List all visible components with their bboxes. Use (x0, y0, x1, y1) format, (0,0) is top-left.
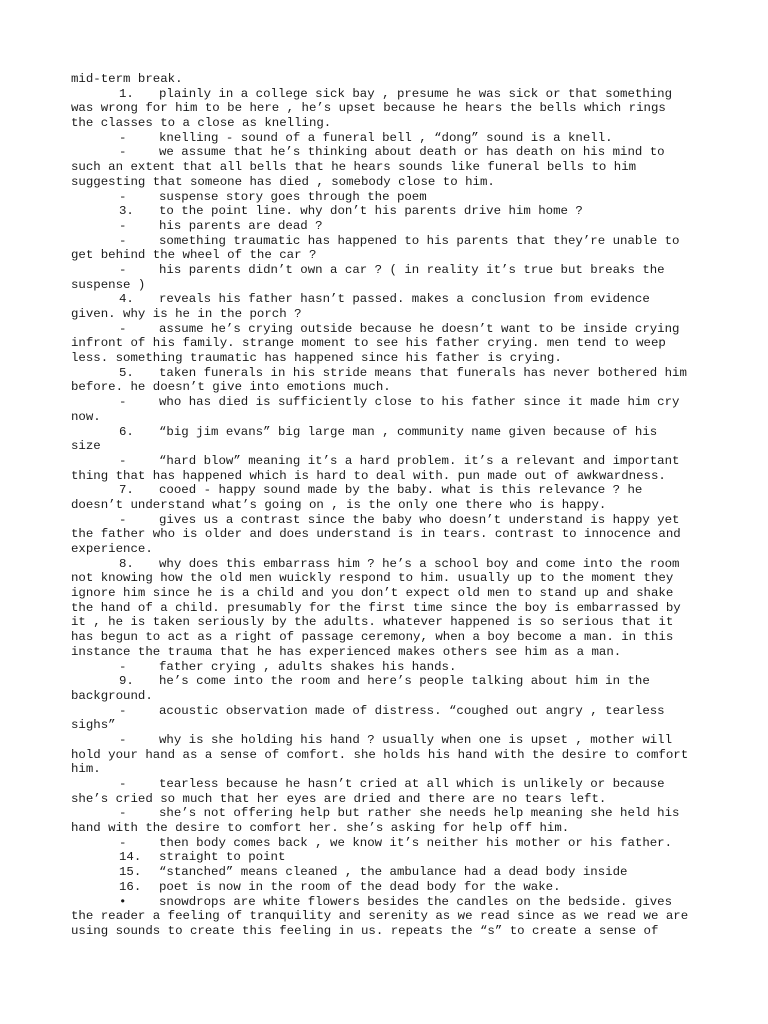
text-line (71, 792, 701, 807)
list-marker: - (119, 732, 127, 747)
line-text: hold your hand as a sense of comfort. she holds his hand with the desire to comfort (71, 747, 689, 762)
line-text: hand with the desire to comfort her. she’s asking for help off him. (71, 821, 570, 836)
line-text: his parents are dead ? (159, 218, 323, 233)
text-line (71, 278, 701, 293)
document-body (71, 72, 701, 939)
list-marker: - (119, 189, 127, 204)
list-marker: - (119, 777, 127, 791)
list-item-line (71, 131, 701, 146)
line-text: gives us a contrast since the baby who doesn’t understand is happy yet (159, 512, 680, 527)
text-line (71, 469, 701, 484)
list-marker: - (119, 703, 127, 718)
text-line (71, 542, 701, 557)
line-text: the father who is older and does understand is in tears. contrast to innocence and (71, 527, 681, 542)
line-text: why is she holding his hand ? usually when one is upset , mother will (159, 732, 673, 747)
text-line (71, 748, 701, 763)
line-text: the classes to a close as knelling. (71, 116, 332, 131)
list-item-line (71, 483, 701, 498)
list-marker: - (119, 453, 127, 468)
list-item-line (71, 190, 701, 205)
list-item-line (71, 674, 701, 689)
text-line (71, 248, 701, 263)
list-marker: 5. (119, 365, 134, 380)
line-text: size (71, 439, 101, 454)
line-text: something traumatic has happened to his parents that they’re unable to (159, 233, 680, 248)
list-marker: 14. (119, 850, 142, 865)
list-marker: - (119, 512, 127, 527)
list-item-line (71, 292, 701, 307)
list-marker: 4. (119, 292, 134, 307)
text-line (71, 924, 701, 939)
line-text: sighs” (71, 718, 116, 733)
text-line (71, 439, 701, 454)
text-line (71, 601, 701, 616)
line-text: then body comes back , we know it’s neither his mother or his father. (159, 835, 673, 850)
text-line (71, 571, 701, 586)
text-line (71, 689, 701, 704)
line-text: now. (71, 409, 101, 424)
list-marker: 15. (119, 865, 142, 880)
list-marker: - (119, 659, 127, 674)
line-text: assume he’s crying outside because he doesn’t want to be inside crying (159, 321, 680, 336)
text-line (71, 645, 701, 660)
list-item-line (71, 880, 701, 895)
text-line (71, 410, 701, 425)
list-marker: - (119, 218, 127, 233)
text-line (71, 762, 701, 777)
line-text: straight to point (159, 850, 286, 865)
list-marker: 7. (119, 483, 134, 498)
line-text: instance the trauma that he has experienced makes others see him as a man. (71, 644, 622, 659)
line-text: to the point line. why don’t his parents drive him home ? (159, 204, 583, 219)
line-text: was wrong for him to be here , he’s upset because he hears the bells which rings (71, 101, 666, 116)
list-marker: - (119, 145, 127, 160)
line-text: she’s cried so much that her eyes are dried and there are no tears left. (71, 791, 607, 806)
line-text: such an extent that all bells that he hears sounds like funeral bells to him (71, 160, 637, 175)
line-text: before. he doesn’t give into emotions much. (71, 380, 391, 395)
list-item-line (71, 425, 701, 440)
text-line (71, 175, 701, 190)
line-text: plainly in a college sick bay , presume he was sick or that something (159, 86, 673, 101)
list-item-line (71, 895, 701, 910)
text-line (71, 821, 701, 836)
list-item-line (71, 204, 701, 219)
list-item-line (71, 145, 701, 160)
line-text: suggesting that someone has died , somebody close to him. (71, 174, 495, 189)
list-item-line (71, 850, 701, 865)
text-line (71, 72, 701, 87)
text-line (71, 336, 701, 351)
text-line (71, 615, 701, 630)
list-marker: - (119, 806, 127, 821)
line-text: acoustic observation made of distress. “coughed out angry , tearless (159, 703, 665, 718)
list-item-line (71, 234, 701, 249)
text-line (71, 116, 701, 131)
line-text: ignore him since he is a child and you don’t expect old men to stand up and shake (71, 586, 674, 601)
text-line (71, 160, 701, 175)
text-line (71, 101, 701, 116)
list-marker: - (119, 130, 127, 145)
line-text: using sounds to create this feeling in us. repeats the “s” to create a sense of (71, 923, 659, 938)
list-marker: 16. (119, 879, 142, 894)
list-marker: 9. (119, 674, 134, 689)
line-text: thing that has happened which is hard to deal with. pun made out of awkwardness. (71, 468, 666, 483)
line-text: “stanched” means cleaned , the ambulance had a dead body inside (159, 865, 628, 880)
line-text: the reader a feeling of tranquility and serenity as we read since as we read we are (71, 909, 689, 924)
line-text: knelling - sound of a funeral bell , “dong” sound is a knell. (159, 130, 613, 145)
list-item-line (71, 557, 701, 572)
text-line (71, 498, 701, 513)
list-item-line (71, 263, 701, 278)
text-line (71, 718, 701, 733)
line-text: infront of his family. strange moment to see his father crying. men tend to weep (71, 336, 666, 351)
line-text: suspense story goes through the poem (159, 189, 427, 204)
list-item-line (71, 806, 701, 821)
line-text: taken funerals in his stride means that funerals has never bothered him (159, 365, 687, 380)
line-text: poet is now in the room of the dead body for the wake. (159, 879, 561, 894)
line-text: mid-term break. (71, 72, 183, 86)
list-item-line (71, 219, 701, 234)
list-item-line (71, 513, 701, 528)
text-line (71, 527, 701, 542)
list-marker: - (119, 262, 127, 277)
list-item-line (71, 777, 701, 792)
list-item-line (71, 660, 701, 675)
line-text: tearless because he hasn’t cried at all which is unlikely or because (159, 777, 665, 791)
list-marker: • (119, 894, 127, 909)
line-text: “big jim evans” big large man , community name given because of his (159, 424, 658, 439)
text-line (71, 909, 701, 924)
line-text: given. why is he in the porch ? (71, 307, 302, 321)
list-marker: - (119, 395, 127, 410)
line-text: snowdrops are white flowers besides the candles on the bedside. gives (159, 894, 673, 909)
line-text: who has died is sufficiently close to his father since it made him cry (159, 395, 680, 410)
line-text: father crying , adults shakes his hands. (159, 659, 457, 674)
line-text: cooed - happy sound made by the baby. what is this relevance ? he (159, 483, 643, 498)
list-marker: - (119, 233, 127, 248)
line-text: doesn’t understand what’s going on , is the only one there who is happy. (71, 497, 607, 512)
line-text: she’s not offering help but rather she needs help meaning she held his (159, 806, 680, 821)
list-item-line (71, 366, 701, 381)
text-line (71, 380, 701, 395)
list-marker: 8. (119, 556, 134, 571)
line-text: reveals his father hasn’t passed. makes a conclusion from evidence (159, 292, 650, 307)
line-text: experience. (71, 542, 153, 556)
text-line (71, 630, 701, 645)
line-text: it , he is taken seriously by the adults. whatever happened is so serious that it (71, 615, 674, 630)
line-text: his parents didn’t own a car ? ( in reality it’s true but breaks the (159, 262, 665, 277)
line-text: why does this embarrass him ? he’s a school boy and come into the room (159, 556, 680, 571)
line-text: the hand of a child. presumably for the first time since the boy is embarrassed by (71, 600, 681, 615)
list-marker: 6. (119, 424, 134, 439)
line-text: “hard blow” meaning it’s a hard problem. it’s a relevant and important (159, 453, 680, 468)
text-line (71, 351, 701, 366)
text-line (71, 307, 701, 322)
line-text: he’s come into the room and here’s people talking about him in the (159, 674, 650, 689)
list-marker: 3. (119, 204, 134, 219)
list-item-line (71, 454, 701, 469)
line-text: has begun to act as a right of passage ceremony, when a boy become a man. in this (71, 630, 674, 645)
line-text: not knowing how the old men wuickly respond to him. usually up to the moment they (71, 571, 674, 586)
list-item-line (71, 836, 701, 851)
list-item-line (71, 322, 701, 337)
list-marker: - (119, 835, 127, 850)
line-text: him. (71, 762, 101, 777)
line-text: we assume that he’s thinking about death or has death on his mind to (159, 145, 665, 160)
list-item-line (71, 865, 701, 880)
list-marker: - (119, 321, 127, 336)
text-line (71, 586, 701, 601)
list-marker: 1. (119, 86, 134, 101)
list-item-line (71, 733, 701, 748)
line-text: background. (71, 688, 153, 703)
list-item-line (71, 704, 701, 719)
list-item-line (71, 87, 701, 102)
line-text: less. something traumatic has happened since his father is crying. (71, 351, 562, 366)
line-text: get behind the wheel of the car ? (71, 248, 317, 263)
list-item-line (71, 395, 701, 410)
line-text: suspense ) (71, 277, 146, 292)
